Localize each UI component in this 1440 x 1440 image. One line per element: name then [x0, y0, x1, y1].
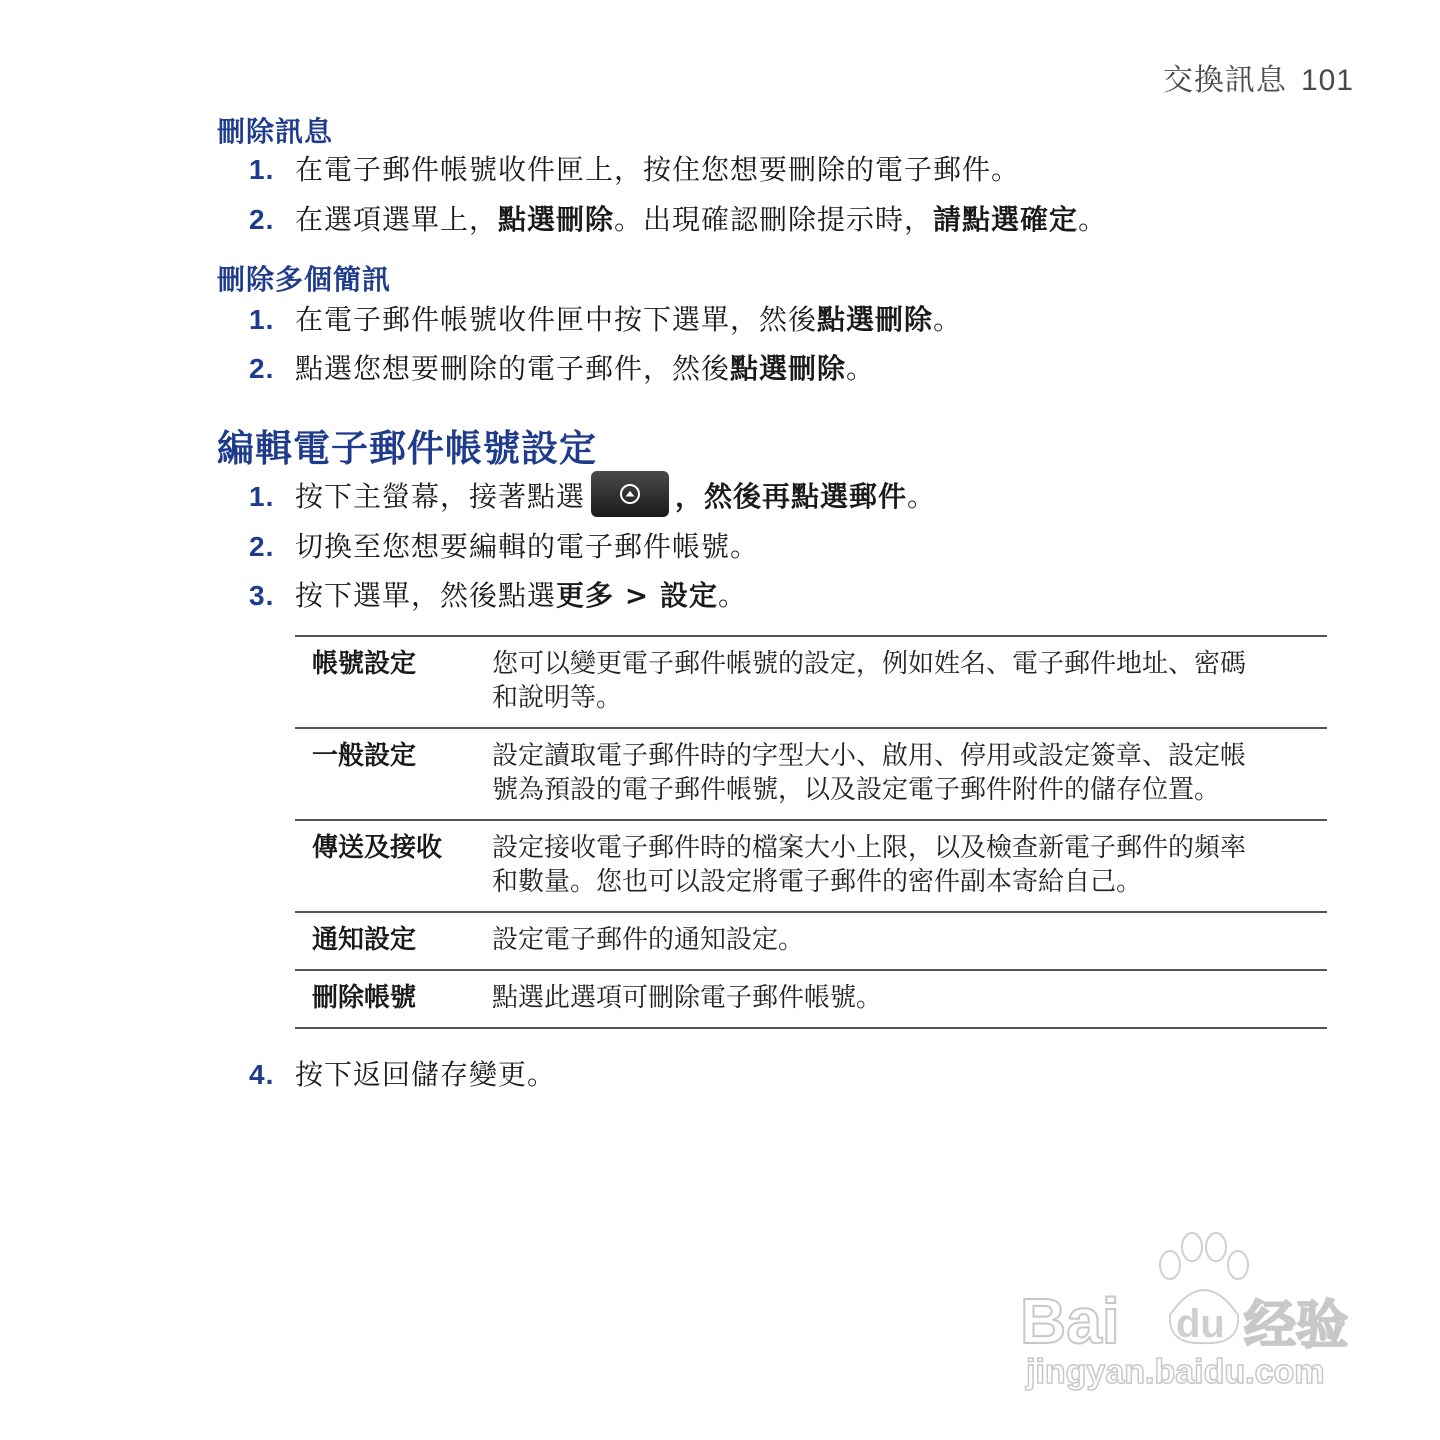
section-heading-delete-message: 刪除訊息: [217, 115, 334, 148]
setting-description: 設定電子郵件的通知設定。: [492, 912, 1327, 970]
baidu-jingyan-watermark: [1020, 1225, 1360, 1395]
svg-text:jingyan.baidu.com: jingyan.baidu.com: [1026, 1353, 1325, 1391]
page-header: [1163, 55, 1354, 99]
setting-description: 設定讀取電子郵件時的字型大小、啟用、停用或設定簽章、設定帳 號為預設的電子郵件帳號，以及設定電子郵件附件的儲存位置。: [492, 728, 1327, 820]
step: 4. 按下返回儲存變更。: [249, 1058, 557, 1091]
svg-text:du: du: [1176, 1302, 1225, 1346]
svg-text:Bai: Bai: [1020, 1285, 1120, 1357]
setting-name: 通知設定: [295, 912, 492, 970]
step: 1. 在電子郵件帳號收件匣上，按住您想要刪除的電子郵件。: [249, 153, 1021, 186]
chapter-title: 交換訊息: [1162, 63, 1287, 98]
step: 2. 在選項選單上，點選刪除。出現確認刪除提示時，請點選確定。: [249, 203, 1108, 236]
step: 3. 按下選單，然後點選更多 > 設定。: [249, 579, 747, 612]
svg-text:经验: 经验: [1244, 1296, 1349, 1356]
table-row: [295, 820, 1327, 912]
setting-description: 您可以變更電子郵件帳號的設定，例如姓名、電子郵件地址、密碼 和說明等。: [492, 636, 1327, 728]
step: 1. 按下主螢幕，接著點選 ，然後再點選郵件。: [249, 475, 936, 521]
table-row: [295, 728, 1327, 820]
table-row: [295, 636, 1327, 728]
setting-name: 傳送及接收: [295, 820, 492, 912]
setting-name: 刪除帳號: [295, 970, 492, 1028]
step: 2. 點選您想要刪除的電子郵件，然後點選刪除。: [249, 352, 876, 385]
section-heading-edit-account: 編輯電子郵件帳號設定: [217, 427, 597, 470]
all-apps-button-icon: [591, 471, 669, 517]
setting-name: 一般設定: [295, 728, 492, 820]
section-heading-delete-multiple: 刪除多個簡訊: [217, 263, 392, 296]
setting-description: 點選此選項可刪除電子郵件帳號。: [492, 970, 1327, 1028]
page-number: 101: [1300, 64, 1354, 97]
table-row: [295, 970, 1327, 1028]
setting-description: 設定接收電子郵件時的檔案大小上限，以及檢查新電子郵件的頻率 和數量。您也可以設定將電子郵件的密件副本寄給自己。: [492, 820, 1327, 912]
table-row: [295, 912, 1327, 970]
settings-table: [295, 635, 1327, 1029]
setting-name: 帳號設定: [295, 636, 492, 728]
step: 1. 在電子郵件帳號收件匣中按下選單，然後點選刪除。: [249, 303, 963, 336]
step: 2. 切換至您想要編輯的電子郵件帳號。: [249, 530, 760, 563]
